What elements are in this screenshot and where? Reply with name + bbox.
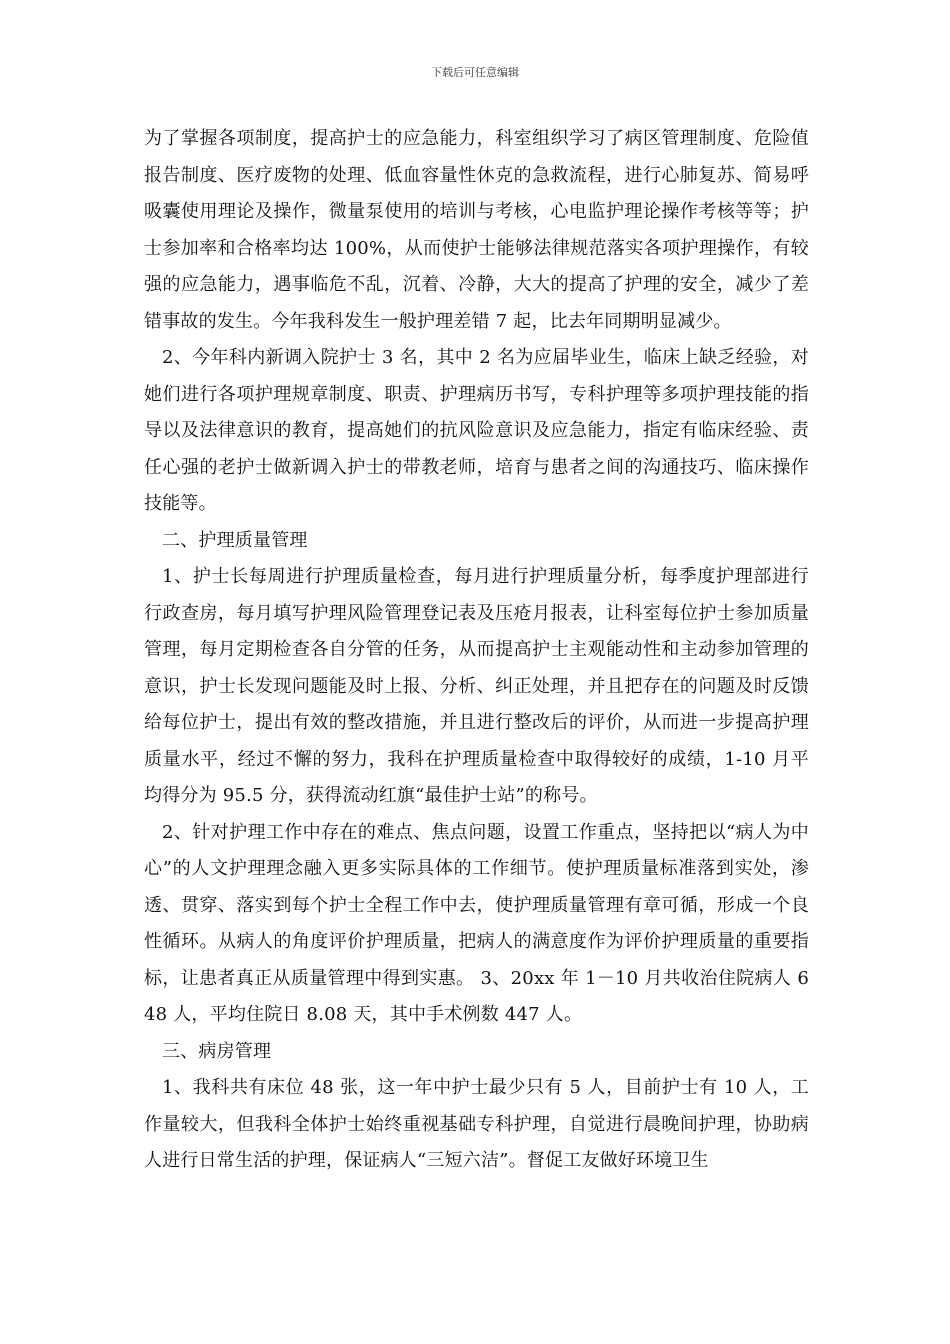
paragraph-safety-training: 为了掌握各项制度，提高护士的应急能力，科室组织学习了病区管理制度、危险值报告制度、医疗废物的处理、低血容量性休克的急救流程，进行心肺复苏、简易呼吸囊使用理论及操作，微量泵使用的培训与考核，心电监护理论操作考核等等；护士参加率和合格率均达 100%，从而使护士能够法律规范落实各项护理操作，有较强的应急能力，遇事临危不乱，沉着、冷静，大大的提高了护理的安全，减少了差错事故的发生。今年我科发生一般护理差错 7 起，比去年同期明显减少。: [144, 128, 809, 332]
section-heading-ward: 三、病房管理: [162, 1040, 272, 1062]
paragraph-quality-checks: 1、护士长每周进行护理质量检查，每月进行护理质量分析，每季度护理部进行行政查房，每月填写护理风险管理登记表及压疮月报表，让科室每位护士参加质量管理，每月定期检查各自分管的任务，从而提高护士主观能动性和主动参加管理的意识，护士长发现问题能及时上报、分析、纠正处理，并且把存在的问题及时反馈给每位护士，提出有效的整改措施，并且进行整改后的评价，从而进一步提高护理质量水平，经过不懈的努力，我科在护理质量检查中取得较好的成绩，1-10 月平均得分为 95.5 分，获得流动红旗“最佳护士站”的称号。: [144, 566, 809, 806]
document-body: [144, 121, 809, 1180]
paragraph-quality-focus: 2、针对护理工作中存在的难点、焦点问题，设置工作重点，坚持把以“病人为中心”的人文护理理念融入更多实际具体的工作细节。使护理质量标准落到实处，渗透、贯穿、落实到每个护士全程工作中去，使护理质量管理有章可循，形成一个良性循环。从病人的角度评价护理质量，把病人的满意度作为评价护理质量的重要指标，让患者真正从质量管理中得到实惠。 3、20xx 年 1－10 月共收治住院病人 648 人，平均住院日 8.08 天，其中手术例数 447 人。: [144, 821, 809, 1025]
paragraph-new-nurses: 2、今年科内新调入院护士 3 名，其中 2 名为应届毕业生，临床上缺乏经验，对她们进行各项护理规章制度、职责、护理病历书写，专科护理等多项护理技能的指导以及法律意识的教育，提高她们的抗风险意识及应急能力，指定有临床经验、责任心强的老护士做新调入护士的带教老师，培育与患者之间的沟通技巧、临床操作技能等。: [144, 347, 809, 514]
page-header: 下载后可任意编辑: [431, 66, 519, 79]
section-heading-quality: 二、护理质量管理: [162, 529, 308, 551]
paragraph-ward-beds: 1、我科共有床位 48 张，这一年中护士最少只有 5 人，目前护士有 10 人，工作量较大，但我科全体护士始终重视基础专科护理，自觉进行晨晚间护理，协助病人进行日常生活的护理，保证病人“三短六洁”。督促工友做好环境卫生: [144, 1077, 809, 1171]
